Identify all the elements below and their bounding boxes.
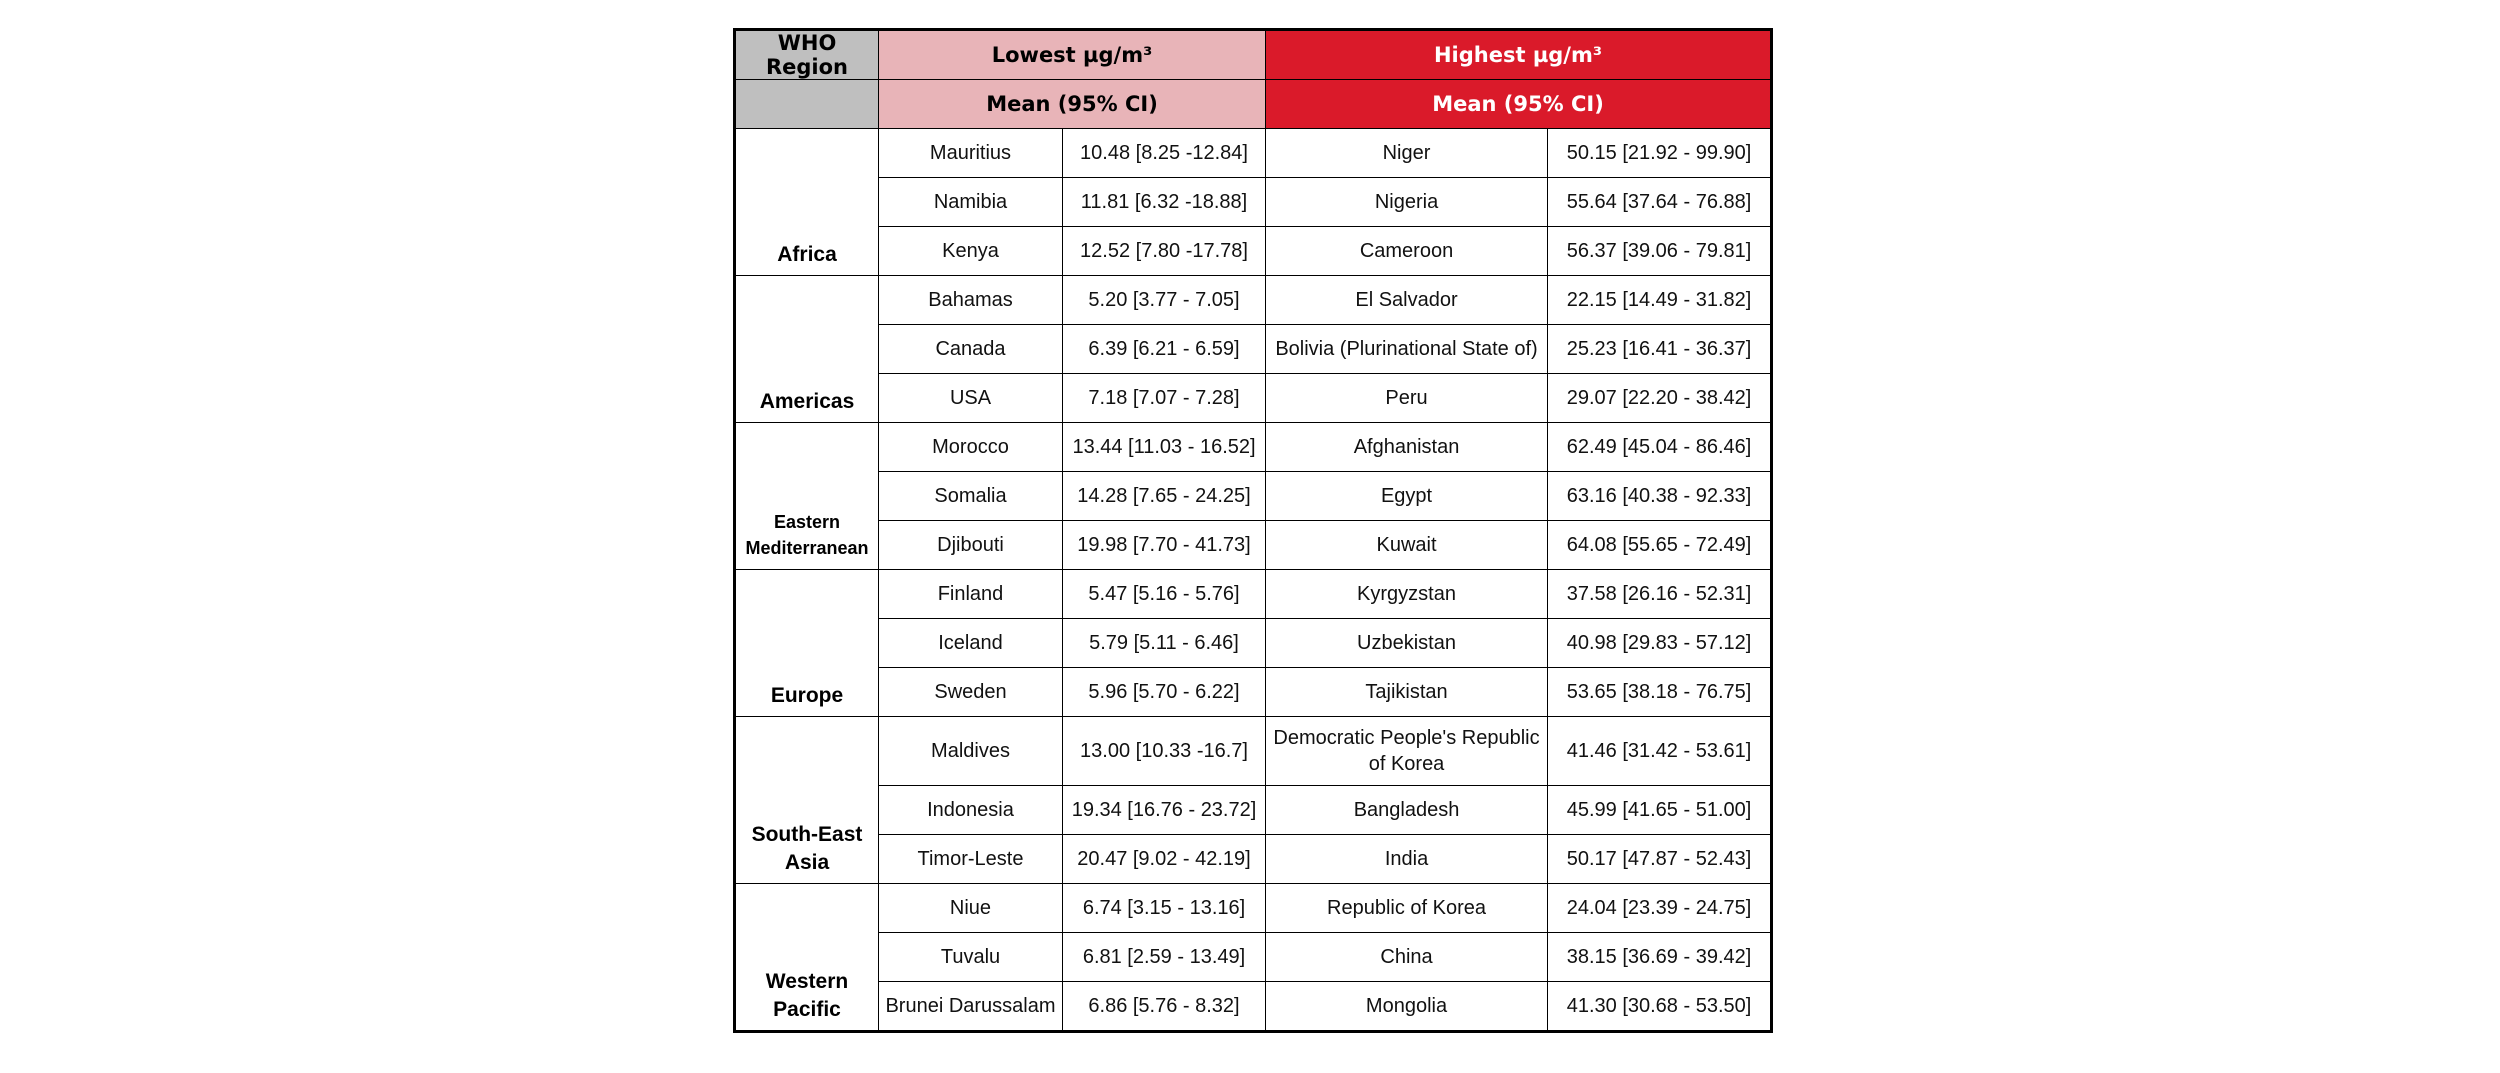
lowest-subheader: Mean (95% CI) — [879, 80, 1266, 129]
low-value-cell: 6.86 [5.76 - 8.32] — [1063, 982, 1266, 1032]
high-country-cell: Mongolia — [1266, 982, 1548, 1032]
high-country-cell: China — [1266, 933, 1548, 982]
low-value-cell: 6.74 [3.15 - 13.16] — [1063, 884, 1266, 933]
table-row — [735, 619, 1772, 668]
table-row — [735, 521, 1772, 570]
high-country-cell: Afghanistan — [1266, 423, 1548, 472]
table-row — [735, 325, 1772, 374]
table-row — [735, 472, 1772, 521]
high-value-cell: 22.15 [14.49 - 31.82] — [1548, 276, 1772, 325]
low-value-cell: 12.52 [7.80 -17.78] — [1063, 227, 1266, 276]
table-row — [735, 570, 1772, 619]
table-row — [735, 668, 1772, 717]
high-country-cell: Kyrgyzstan — [1266, 570, 1548, 619]
high-value-cell: 24.04 [23.39 - 24.75] — [1548, 884, 1772, 933]
low-country-cell: Kenya — [879, 227, 1063, 276]
high-country-cell: Democratic People's Republic of Korea — [1266, 717, 1548, 786]
high-country-cell: Bangladesh — [1266, 786, 1548, 835]
high-value-cell: 29.07 [22.20 - 38.42] — [1548, 374, 1772, 423]
table-row — [735, 374, 1772, 423]
header-row-1 — [735, 30, 1772, 80]
high-value-cell: 55.64 [37.64 - 76.88] — [1548, 178, 1772, 227]
low-country-cell: Sweden — [879, 668, 1063, 717]
table-row — [735, 276, 1772, 325]
low-country-cell: Timor-Leste — [879, 835, 1063, 884]
low-value-cell: 14.28 [7.65 - 24.25] — [1063, 472, 1266, 521]
low-value-cell: 10.48 [8.25 -12.84] — [1063, 129, 1266, 178]
table-row — [735, 178, 1772, 227]
high-value-cell: 64.08 [55.65 - 72.49] — [1548, 521, 1772, 570]
high-country-cell: India — [1266, 835, 1548, 884]
high-country-cell: El Salvador — [1266, 276, 1548, 325]
region-name-cell: Europe — [735, 570, 879, 717]
region-name-cell: Africa — [735, 129, 879, 276]
low-country-cell: Somalia — [879, 472, 1063, 521]
table-row — [735, 933, 1772, 982]
low-value-cell: 5.20 [3.77 - 7.05] — [1063, 276, 1266, 325]
low-country-cell: Morocco — [879, 423, 1063, 472]
low-value-cell: 20.47 [9.02 - 42.19] — [1063, 835, 1266, 884]
high-country-cell: Kuwait — [1266, 521, 1548, 570]
low-country-cell: Djibouti — [879, 521, 1063, 570]
region-name-cell: Western Pacific — [735, 884, 879, 1032]
high-value-cell: 45.99 [41.65 - 51.00] — [1548, 786, 1772, 835]
table-row — [735, 227, 1772, 276]
high-country-cell: Peru — [1266, 374, 1548, 423]
table-row — [735, 835, 1772, 884]
highest-subheader: Mean (95% CI) — [1266, 80, 1772, 129]
high-value-cell: 25.23 [16.41 - 36.37] — [1548, 325, 1772, 374]
low-value-cell: 13.44 [11.03 - 16.52] — [1063, 423, 1266, 472]
region-name-cell: South-East Asia — [735, 717, 879, 884]
low-value-cell: 5.96 [5.70 - 6.22] — [1063, 668, 1266, 717]
table-row — [735, 717, 1772, 786]
low-value-cell: 5.47 [5.16 - 5.76] — [1063, 570, 1266, 619]
high-value-cell: 50.15 [21.92 - 99.90] — [1548, 129, 1772, 178]
high-country-cell: Cameroon — [1266, 227, 1548, 276]
who-region-header: WHO Region — [735, 30, 879, 80]
low-country-cell: Maldives — [879, 717, 1063, 786]
pm25-region-table — [733, 28, 1773, 1033]
low-value-cell: 6.81 [2.59 - 13.49] — [1063, 933, 1266, 982]
high-value-cell: 40.98 [29.83 - 57.12] — [1548, 619, 1772, 668]
low-country-cell: USA — [879, 374, 1063, 423]
low-value-cell: 11.81 [6.32 -18.88] — [1063, 178, 1266, 227]
table-body — [735, 129, 1772, 1032]
high-country-cell: Egypt — [1266, 472, 1548, 521]
region-name-cell: Eastern Mediterranean — [735, 423, 879, 570]
high-country-cell: Bolivia (Plurinational State of) — [1266, 325, 1548, 374]
high-country-cell: Niger — [1266, 129, 1548, 178]
table-row — [735, 129, 1772, 178]
low-value-cell: 6.39 [6.21 - 6.59] — [1063, 325, 1266, 374]
high-value-cell: 41.46 [31.42 - 53.61] — [1548, 717, 1772, 786]
high-value-cell: 37.58 [26.16 - 52.31] — [1548, 570, 1772, 619]
header-row-2 — [735, 80, 1772, 129]
high-value-cell: 41.30 [30.68 - 53.50] — [1548, 982, 1772, 1032]
high-value-cell: 53.65 [38.18 - 76.75] — [1548, 668, 1772, 717]
high-value-cell: 38.15 [36.69 - 39.42] — [1548, 933, 1772, 982]
high-value-cell: 56.37 [39.06 - 79.81] — [1548, 227, 1772, 276]
low-country-cell: Niue — [879, 884, 1063, 933]
low-value-cell: 7.18 [7.07 - 7.28] — [1063, 374, 1266, 423]
who-region-subheader — [735, 80, 879, 129]
high-country-cell: Republic of Korea — [1266, 884, 1548, 933]
low-value-cell: 19.34 [16.76 - 23.72] — [1063, 786, 1266, 835]
low-country-cell: Iceland — [879, 619, 1063, 668]
table-row — [735, 423, 1772, 472]
high-country-cell: Uzbekistan — [1266, 619, 1548, 668]
low-country-cell: Mauritius — [879, 129, 1063, 178]
low-value-cell: 5.79 [5.11 - 6.46] — [1063, 619, 1266, 668]
low-country-cell: Brunei Darussalam — [879, 982, 1063, 1032]
low-country-cell: Finland — [879, 570, 1063, 619]
low-country-cell: Canada — [879, 325, 1063, 374]
high-value-cell: 62.49 [45.04 - 86.46] — [1548, 423, 1772, 472]
low-country-cell: Bahamas — [879, 276, 1063, 325]
table-row — [735, 982, 1772, 1032]
low-country-cell: Namibia — [879, 178, 1063, 227]
high-country-cell: Nigeria — [1266, 178, 1548, 227]
highest-header: Highest µg/m³ — [1266, 30, 1772, 80]
table-row — [735, 786, 1772, 835]
low-value-cell: 19.98 [7.70 - 41.73] — [1063, 521, 1266, 570]
lowest-header: Lowest µg/m³ — [879, 30, 1266, 80]
high-country-cell: Tajikistan — [1266, 668, 1548, 717]
high-value-cell: 63.16 [40.38 - 92.33] — [1548, 472, 1772, 521]
high-value-cell: 50.17 [47.87 - 52.43] — [1548, 835, 1772, 884]
table-row — [735, 884, 1772, 933]
low-country-cell: Tuvalu — [879, 933, 1063, 982]
low-country-cell: Indonesia — [879, 786, 1063, 835]
low-value-cell: 13.00 [10.33 -16.7] — [1063, 717, 1266, 786]
region-name-cell: Americas — [735, 276, 879, 423]
